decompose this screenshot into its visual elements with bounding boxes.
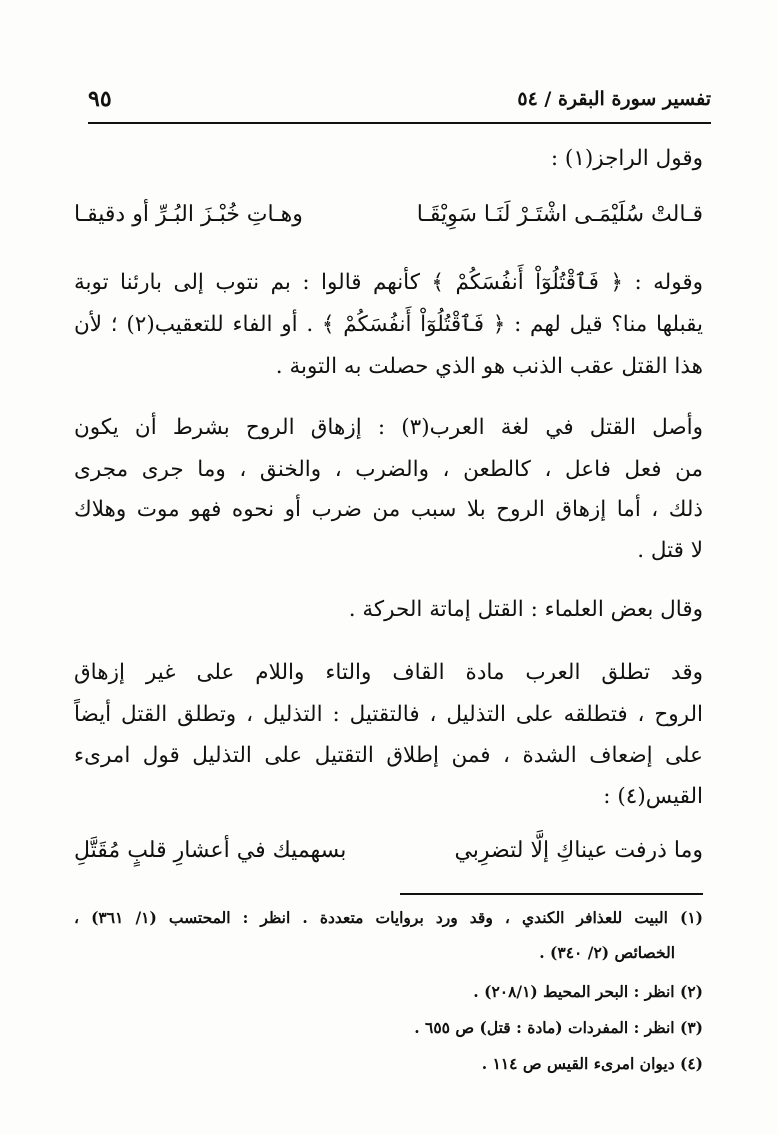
paragraph-line: وقوله : ﴿ فَٱقْتُلُوٓاْ أَنفُسَكُمْ ﴾ كأنهم قالوا : بم نتوب إلى بارئنا توبة [74,270,703,295]
paragraph-line: وأصل القتل في لغة العرب(٣) : إزهاق الروح بشرط أن يكون [74,415,703,440]
footnote-4: (٤) ديوان امرىء القيس ص ١١٤ . [481,1054,703,1073]
verse-first-hemistich: وما ذرفت عيناكِ إلَّا لتضرِبي [454,838,703,863]
paragraph-line: يقبلها منا؟ قيل لهم : ﴿ فَٱقْتُلُوٓاْ أَنفُسَكُمْ ﴾ . أو الفاء للتعقيب(٢) ؛ لأن [74,312,703,337]
paragraph-line: الروح ، فتطلقه على التذليل ، فالتقتيل : التذليل ، وتطلق القتل أيضاً [74,702,703,727]
paragraph-line: هذا القتل عقب الذنب هو الذي حصلت به التوبة . [275,354,703,379]
running-title: تفسير سورة البقرة / ٥٤ [517,88,711,110]
verse-second-hemistich: بسهميك في أعشارِ قلبٍ مُقَتَّلِ [74,838,347,863]
page-header [88,86,711,116]
footnote-1-continued: الخصائص (٢/ ٣٤٠) . [539,943,675,962]
verse-second-hemistich: وهـاتِ خُبْـزَ البُـرِّ أو دقيقـا [74,202,303,227]
footnote-3: (٣) انظر : المفردات (مادة : قتل) ص ٦٥٥ . [414,1018,703,1037]
paragraph-line: ذلك ، أما إزهاق الروح بلا سبب من ضرب أو نحوه فهو موت وهلاك [74,497,703,522]
header-rule [88,122,711,124]
verse-first-hemistich: قـالتْ سُلَيْمَـى اشْتَـرْ لَنَـا سَوِيْقَـا [416,202,703,227]
paragraph-line: على إضعاف الشدة ، فمن إطلاق التقتيل على التذليل قول امرىء [74,743,703,768]
paragraph-intro-rajaz: وقول الراجز(١) : [550,146,703,171]
paragraph-line: القيس(٤) : [603,784,703,809]
page-number: ٩٥ [88,86,112,112]
paragraph-line: لا قتل . [637,538,703,563]
footnote-2: (٢) انظر : البحر المحيط (٢٠٨/١) . [473,982,703,1001]
paragraph-scholars: وقال بعض العلماء : القتل إماتة الحركة . [348,597,703,622]
footnote-rule [400,893,703,895]
paragraph-line: من فعل فاعل ، كالطعن ، والضرب ، والخنق ، وما جرى مجرى [74,457,703,482]
footnote-1: (١) البيت للعذافر الكندي ، وقد ورد بروايات متعددة . انظر : المحتسب (١/ ٣٦١) ، [74,908,704,927]
paragraph-line: وقد تطلق العرب مادة القاف والتاء واللام على غير إزهاق [74,660,703,685]
